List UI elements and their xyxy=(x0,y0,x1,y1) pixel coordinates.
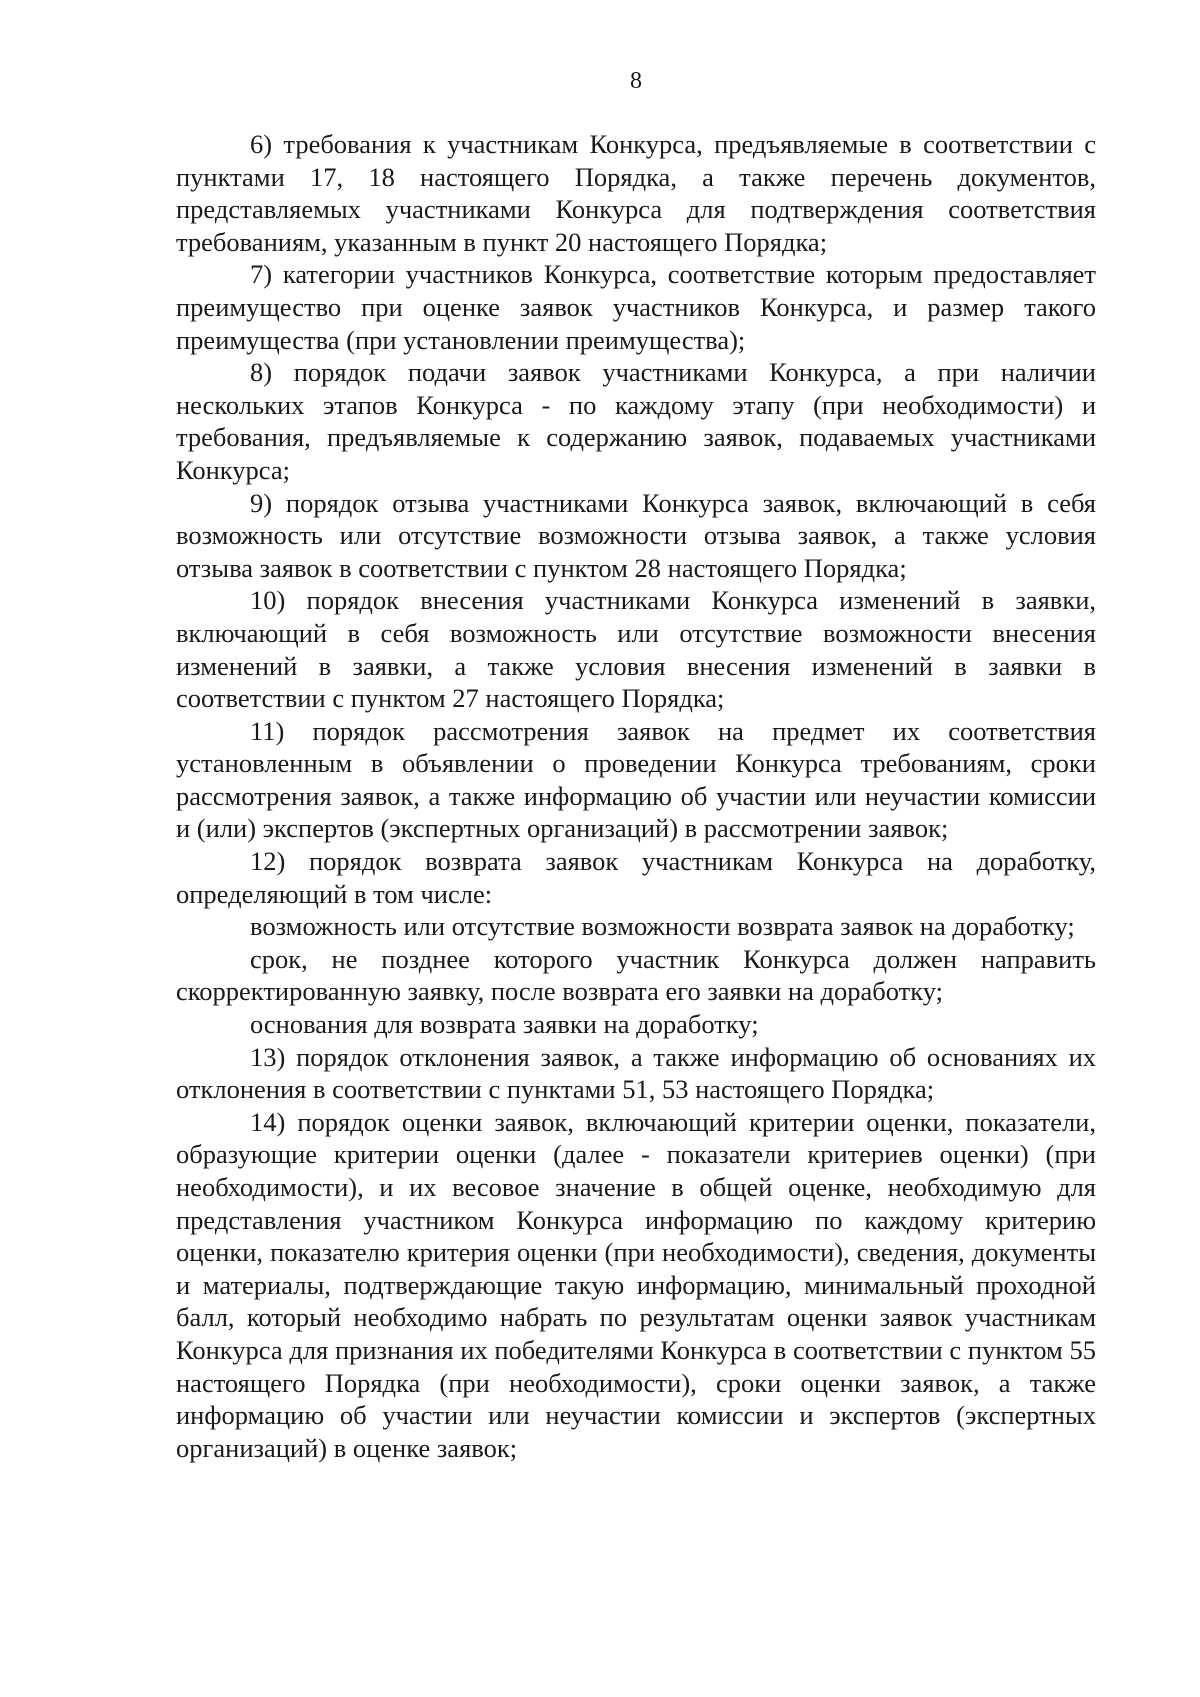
item-12-return-grounds: основания для возврата заявки на доработку; xyxy=(250,1009,759,1040)
item-12-return-procedure: 12) порядок возврата заявок участникам Конкурса на доработку, определяющий в том числе: xyxy=(176,846,1096,909)
item-7-participant-categories: 7) категории участников Конкурса, соответствие которым предоставляет преимущество при оценке заявок участников Конкурса, и размер такого преимущества (при установлении преимущества); xyxy=(176,259,1096,355)
item-8-submission-procedure: 8) порядок подачи заявок участниками Конкурса, а при наличии нескольких этапов Конкурса - по каждому этапу (при необходимости) и требования, предъявляемые к содержанию заявок, подаваемых участниками Конкурса; xyxy=(176,357,1096,485)
item-12-return-possibility: возможность или отсутствие возможности возврата заявок на доработку; xyxy=(250,911,1075,942)
item-9-withdrawal-procedure: 9) порядок отзыва участниками Конкурса заявок, включающий в себя возможность или отсутствие возможности отзыва заявок, а также условия отзыва заявок в соответствии с пунктом 28 настоящего Порядка; xyxy=(176,487,1096,583)
item-6-requirements: 6) требования к участникам Конкурса, предъявляемые в соответствии с пунктами 17, 18 настоящего Порядка, а также перечень документов, представляемых участниками Конкурса для подтверждения соответствия требованиям, указанным в пункт 20 настоящего Порядка; xyxy=(176,129,1096,257)
item-10-amendment-procedure: 10) порядок внесения участниками Конкурса изменений в заявки, включающий в себя возможность или отсутствие возможности внесения изменений в заявки, а также условия внесения изменений в заявки в соответствии с пунктом 27 настоящего Порядка; xyxy=(176,585,1096,714)
item-13-rejection-procedure: 13) порядок отклонения заявок, а также информацию об основаниях их отклонения в соответствии с пунктами 51, 53 настоящего Порядка; xyxy=(176,1041,1096,1105)
item-14-evaluation-procedure: 14) порядок оценки заявок, включающий критерии оценки, показатели, образующие критерии оценки (далее - показатели критериев оценки) (при необходимости), и их весовое значение в общей оценке, необходимую для представления участником Конкурса информацию по каждому критерию оценки, показателю критерия оценки (при необходимости), сведения, документы и материалы, подтверждающие такую информацию, минимальный проходной балл, который необходимо набрать по результатам оценки заявок участникам Конкурса для признания их победителями Конкурса в соответствии с пунктом 55 настоящего Порядка (при необходимости), сроки оценки заявок, а также информацию об участии или неучастии комиссии и экспертов (экспертных организаций) в оценке заявок; xyxy=(176,1106,1096,1463)
page-number: 8 xyxy=(630,68,642,94)
document-body xyxy=(176,128,1096,1464)
item-11-review-procedure: 11) порядок рассмотрения заявок на предмет их соответствия установленным в объявлении о проведении Конкурса требованиям, сроки рассмотрения заявок, а также информацию об участии или неучастии комиссии и (или) экспертов (экспертных организаций) в рассмотрении заявок; xyxy=(176,715,1096,844)
item-12-return-deadline: срок, не позднее которого участник Конкурса должен направить скорректированную заявку, после возврата его заявки на доработку; xyxy=(176,943,1096,1007)
